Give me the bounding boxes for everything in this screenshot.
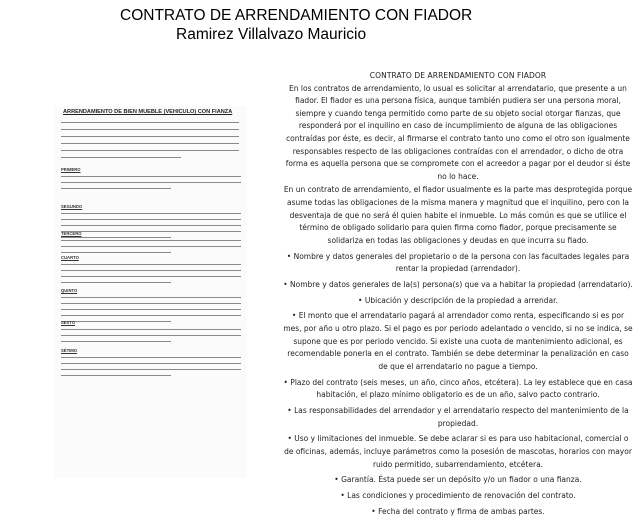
scan-section-heading: PRIMERO [61,167,81,172]
content-subheading: CONTRATO DE ARRENDAMIENTO CON FIADOR [369,71,547,80]
fiador-risk-paragraph: En un contrato de arrendamiento, el fiador usualmente es la parte mas desprotegida porque asume todas las obligaciones de la misma manera y magnitud que el inquilino, pero con la desventaja de que no será él quien habite el inmueble. Lo más común es que se utilice el término de obligado solidario para quien firma como fiador, porque precisamente se solidariza en todas las obligaciones y deudas en que incurra su fiado. [283,185,633,245]
scan-text-line [61,309,241,310]
bullet-ubicacion: • Ubicación y descripción de la propiedad a arrendar. [358,295,558,305]
scan-text-line [61,225,241,226]
bullet-responsabilidades: • Las responsabilidades del arrendador y el arrendatario respecto del mantenimiento de la propiedad. [287,405,629,428]
scan-text-line [61,329,241,330]
scan-text-line [61,297,241,298]
scan-text-line [61,303,241,304]
scan-text-line [61,157,181,158]
scan-text-line [61,188,171,189]
scan-text-line [61,213,241,214]
scan-text-line [61,143,239,144]
scan-text-line [61,375,171,376]
scan-text-line [61,182,241,183]
scan-text-line [61,150,239,151]
slide-author: Ramirez Villalvazo Mauricio [176,26,367,43]
scan-section-heading: TERCERO [61,231,82,236]
scan-text-line [61,341,171,342]
slide-title-block [120,6,580,44]
scan-section-heading: QUINTO [61,288,78,293]
scan-text-line [61,369,241,370]
bullet-plazo: • Plazo del contrato (seis meses, un año, cinco años, etcétera). La ley establece que en casa habitación, el plazo mínimo obligatorio es de un año, salvo pacto contrario. [283,377,633,400]
scan-text-line [61,237,171,238]
scanned-contract-image [55,106,247,478]
fiador-definition-paragraph: En los contratos de arrendamiento, lo usual es solicitar al arrendatario, que presente a un fiador. El fiador es una persona física, aunque también pudiera ser una persona moral, siempre y cuando tenga permitido como parte de su objeto social otorgar fianzas, que responderá por el inquilino en caso de incumplimiento de alguna de las obligaciones contraídas por éste, es decir, al firmarse el contrato tanto uno como el otro son igualmente responsables respecto de las obligaciones contraídas con el arrendador, o dicho de otra forma es aquella persona que se compromete con el acreedor a pagar por el deudor si éste no lo hace. [285,83,631,181]
slide-title: CONTRATO DE ARRENDAMIENTO CON FIADOR [120,7,473,24]
bullet-uso: • Uso y limitaciones del inmueble. Se debe aclarar si es para uso habitacional, comercial o de oficinas, además, incluye parámetros como la posesión de mascotas, horarios con mayor ruido permitido, subarrendamiento, etcétera. [284,434,632,469]
scan-text-line [61,122,239,123]
bullet-garantia: • Garantía. Ésta puede ser un depósito y/o un fiador o una fianza. [334,475,582,485]
scan-section-heading: SEGUNDO [61,204,83,209]
scan-text-line [61,321,171,322]
scan-text-line [61,252,171,253]
bullet-monto: • El monto que el arrendatario pagará al arrendador como renta, especificando si es por mes, por año u otro plazo. Si el pago es por periodo adelantado o vencido, si no se indica, se supone que es por periodo vencido. Si existe una cuota de mantenimiento adicional, es recomendable ponerla en el contrato. También se debe determinar la penalización en caso de que el arrendatario no pague a tiempo. [283,311,633,371]
scan-section-heading: SÉTIMO [61,348,78,353]
scan-text-line [61,282,171,283]
scan-text-line [61,231,241,232]
scan-text-line [61,335,241,336]
scan-text-line [61,129,239,130]
contract-text [283,70,633,518]
scan-section-heading: CUARTO [61,255,79,260]
scan-text-line [61,219,241,220]
scan-text-line [61,176,241,177]
scan-text-line [61,136,239,137]
bullet-arrendatario: • Nombre y datos generales de la(s) persona(s) que va a habitar la propiedad (arrendatario). [283,279,633,289]
scan-section-heading: SEXTO [61,320,76,325]
scan-text-line [61,276,241,277]
scan-text-line [61,357,241,358]
scanned-contract-heading: ARRENDAMIENTO DE BIEN MUEBLE (VEHICULO) CON FIANZA [63,109,233,115]
scan-text-line [61,363,241,364]
bullet-fecha: • Fecha del contrato y firma de ambas partes. [371,506,545,516]
scan-text-line [61,246,241,247]
scan-text-line [61,315,241,316]
scan-text-line [61,270,241,271]
bullet-arrendador: • Nombre y datos generales del propietario o de la persona con las facultades legales para rentar la propiedad (arrendador). [286,251,630,274]
bullet-renovacion: • Las condiciones y procedimiento de renovación del contrato. [340,491,576,501]
scan-text-line [61,240,241,241]
scan-text-line [61,264,241,265]
